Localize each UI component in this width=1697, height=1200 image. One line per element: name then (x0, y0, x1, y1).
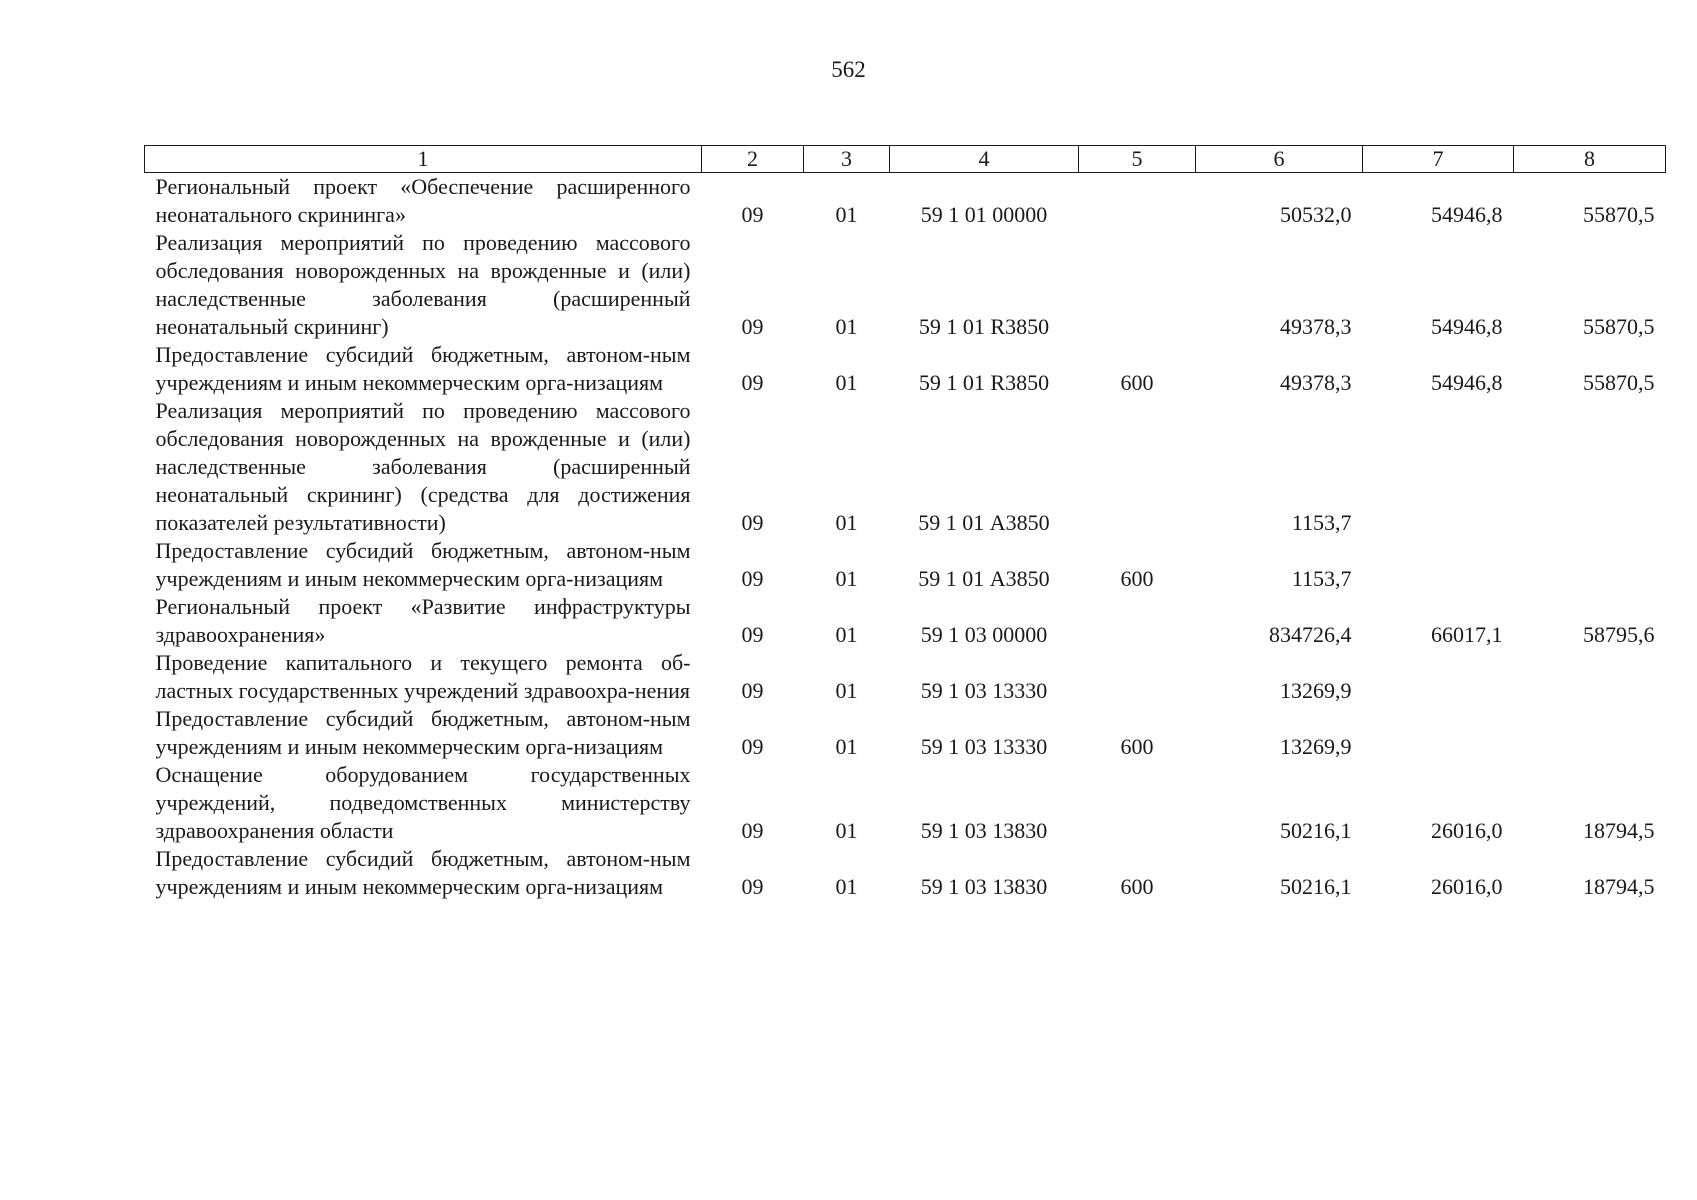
expense-type-code: 600 (1120, 566, 1154, 591)
column-header: 1 (145, 146, 702, 173)
amount-col-8 (1514, 705, 1666, 761)
amount-col-7 (1363, 537, 1514, 593)
column-header: 3 (804, 146, 890, 173)
item-name: Региональный проект «Обеспечение расширенного неонатального скрининга» (155, 174, 691, 227)
subsection-code: 01 (835, 734, 858, 759)
amount-col-7 (1363, 705, 1514, 761)
table-row (145, 761, 1666, 845)
page-number: 562 (831, 57, 866, 82)
amount-col-7: 54946,8 (1431, 202, 1503, 227)
target-article-code: 59 1 01 00000 (920, 202, 1048, 227)
section-code: 09 (741, 370, 764, 395)
table-row (145, 845, 1666, 901)
expense-type-code (1079, 649, 1196, 705)
item-name: Региональный проект «Развитие инфраструктуры здравоохранения» (155, 594, 691, 647)
subsection-code: 01 (835, 818, 858, 843)
header-row (145, 146, 1666, 173)
section-code: 09 (741, 566, 764, 591)
amount-col-6: 49378,3 (1280, 370, 1352, 395)
target-article-code: 59 1 03 13830 (920, 818, 1048, 843)
section-code: 09 (741, 818, 764, 843)
amount-col-8: 55870,5 (1583, 202, 1655, 227)
expense-type-code: 600 (1120, 874, 1154, 899)
amount-col-7 (1363, 649, 1514, 705)
subsection-code: 01 (835, 678, 858, 703)
amount-col-6: 13269,9 (1280, 734, 1352, 759)
amount-col-8: 55870,5 (1583, 314, 1655, 339)
subsection-code: 01 (835, 370, 858, 395)
table-row (145, 229, 1666, 341)
target-article-code: 59 1 03 13330 (920, 678, 1048, 703)
section-code: 09 (741, 510, 764, 535)
item-name: Реализация мероприятий по проведению массового обследования новорожденных на врожденные и (или) наследственные заболевания (расширенный неонатальный скрининг) (средства для достижения показателей результативности) (155, 398, 691, 535)
amount-col-7: 26016,0 (1431, 818, 1503, 843)
target-article-code: 59 1 01 R3850 (918, 370, 1050, 395)
amount-col-7: 54946,8 (1431, 370, 1503, 395)
target-article-code: 59 1 01 R3850 (918, 314, 1050, 339)
item-name: Проведение капитального и текущего ремонта об-ластных государственных учреждений здравоохра-нения (155, 650, 691, 703)
subsection-code: 01 (835, 202, 858, 227)
item-name: Предоставление субсидий бюджетным, автоном-ным учреждениям и иным некоммерческим орга-низациям (155, 342, 691, 395)
section-code: 09 (741, 678, 764, 703)
amount-col-7 (1363, 397, 1514, 537)
table-row (145, 705, 1666, 761)
table-row (145, 593, 1666, 649)
table-row (145, 397, 1666, 537)
amount-col-6: 50532,0 (1280, 202, 1352, 227)
section-code: 09 (741, 874, 764, 899)
column-header: 7 (1363, 146, 1514, 173)
amount-col-6: 49378,3 (1280, 314, 1352, 339)
amount-col-6: 1153,7 (1291, 510, 1352, 535)
amount-col-6: 834726,4 (1269, 622, 1352, 647)
column-header: 4 (890, 146, 1079, 173)
target-article-code: 59 1 03 13830 (920, 874, 1048, 899)
item-name: Оснащение оборудованием государственных учреждений, подведомственных министерству здравоохранения области (155, 762, 691, 843)
amount-col-6: 13269,9 (1280, 678, 1352, 703)
amount-col-6: 1153,7 (1291, 566, 1352, 591)
amount-col-7: 66017,1 (1431, 622, 1503, 647)
target-article-code: 59 1 01 А3850 (918, 510, 1050, 535)
target-article-code: 59 1 03 00000 (920, 622, 1048, 647)
item-name: Предоставление субсидий бюджетным, автоном-ным учреждениям и иным некоммерческим орга-низациям (155, 706, 691, 759)
target-article-code: 59 1 01 А3850 (918, 566, 1050, 591)
table-row (145, 341, 1666, 397)
column-header: 6 (1196, 146, 1363, 173)
amount-col-8: 18794,5 (1583, 818, 1655, 843)
amount-col-8 (1514, 649, 1666, 705)
budget-table (144, 145, 1666, 901)
subsection-code: 01 (835, 566, 858, 591)
amount-col-7: 26016,0 (1431, 874, 1503, 899)
column-header: 2 (702, 146, 804, 173)
column-header: 5 (1079, 146, 1196, 173)
subsection-code: 01 (835, 314, 858, 339)
expense-type-code (1079, 397, 1196, 537)
subsection-code: 01 (835, 874, 858, 899)
amount-col-7: 54946,8 (1431, 314, 1503, 339)
amount-col-8: 58795,6 (1583, 622, 1655, 647)
target-article-code: 59 1 03 13330 (920, 734, 1048, 759)
subsection-code: 01 (835, 510, 858, 535)
section-code: 09 (741, 734, 764, 759)
section-code: 09 (741, 622, 764, 647)
column-header: 8 (1514, 146, 1666, 173)
subsection-code: 01 (835, 622, 858, 647)
expense-type-code (1079, 229, 1196, 341)
table-row (145, 649, 1666, 705)
expense-type-code (1079, 593, 1196, 649)
item-name: Предоставление субсидий бюджетным, автоном-ным учреждениям и иным некоммерческим орга-низациям (155, 538, 691, 591)
table-row (145, 173, 1666, 230)
section-code: 09 (741, 202, 764, 227)
amount-col-6: 50216,1 (1280, 874, 1352, 899)
section-code: 09 (741, 314, 764, 339)
table-row (145, 537, 1666, 593)
expense-type-code (1079, 173, 1196, 230)
expense-type-code: 600 (1120, 370, 1154, 395)
amount-col-6: 50216,1 (1280, 818, 1352, 843)
amount-col-8: 55870,5 (1583, 370, 1655, 395)
amount-col-8: 18794,5 (1583, 874, 1655, 899)
expense-type-code: 600 (1120, 734, 1154, 759)
item-name: Предоставление субсидий бюджетным, автоном-ным учреждениям и иным некоммерческим орга-низациям (155, 846, 691, 899)
amount-col-8 (1514, 397, 1666, 537)
amount-col-8 (1514, 537, 1666, 593)
expense-type-code (1079, 761, 1196, 845)
item-name: Реализация мероприятий по проведению массового обследования новорожденных на врожденные и (или) наследственные заболевания (расширенный неонатальный скрининг) (155, 230, 691, 339)
